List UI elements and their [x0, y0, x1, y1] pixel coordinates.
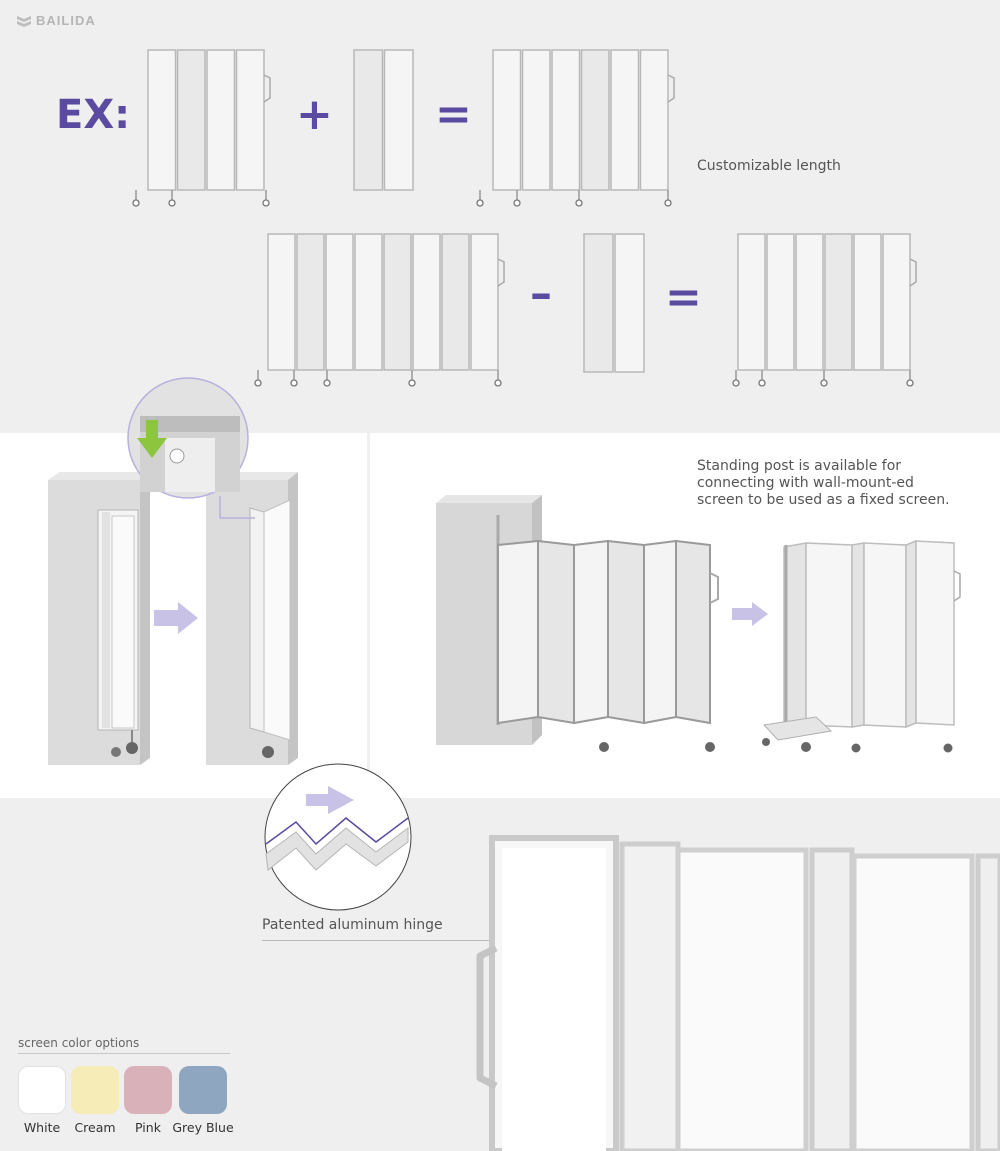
screen-panel: [297, 234, 324, 370]
screen-panel: [796, 234, 823, 370]
screen-6-panel-result: [475, 45, 685, 220]
standing-post-caption: [697, 458, 950, 509]
screen-panel: [552, 50, 580, 190]
screen-panel: [355, 234, 382, 370]
equals-operator-2: =: [665, 272, 702, 323]
section-divider: [367, 433, 370, 798]
swatch-label-pink: Pink: [135, 1120, 161, 1135]
wall-connected-screen: [432, 495, 722, 760]
screen-panel: [883, 234, 910, 370]
right-arrow-icon: [152, 600, 200, 636]
screen-panel: [268, 234, 295, 370]
screen-panel: [148, 50, 176, 190]
screen-2-panel-added: [350, 45, 420, 195]
screen-panel: [676, 541, 710, 723]
screen-panel: [178, 50, 206, 190]
standing-post-caption-line-1: Standing post is available for: [697, 458, 902, 474]
screen-panel: [498, 541, 538, 723]
screen-2-panel-removed: [580, 228, 650, 378]
caster-wheel: [576, 200, 582, 206]
screen-panel: [574, 541, 608, 723]
screen-panel: [384, 234, 411, 370]
caster-wheel: [255, 380, 261, 386]
screen-panel: [825, 234, 852, 370]
screen-panel: [442, 234, 469, 370]
swatch-option-pink[interactable]: [120, 1066, 176, 1135]
caster-wheel: [263, 200, 269, 206]
caster-wheel: [907, 380, 913, 386]
caster-wheel: [944, 744, 953, 753]
standing-post-caption-line-2: connecting with wall-mount-ed: [697, 475, 914, 491]
caster-wheel: [665, 200, 671, 206]
screen-panel: [615, 234, 644, 372]
color-options-title: screen color options: [18, 1036, 140, 1050]
screen-handle: [910, 259, 916, 286]
caster-wheel: [495, 380, 501, 386]
screen-panel: [611, 50, 639, 190]
screen-panel: [644, 541, 676, 723]
screen-panel: [538, 541, 574, 723]
caster-wheel: [324, 380, 330, 386]
caster-wheel: [821, 380, 827, 386]
customizable-length-caption: Customizable length: [697, 158, 841, 174]
minus-operator: –: [530, 268, 552, 319]
screen-panel: [582, 50, 610, 190]
screen-closeup: [466, 828, 1000, 1151]
screen-panel: [852, 543, 864, 727]
swatch-option-cream[interactable]: [67, 1066, 123, 1135]
standing-post-screen: [756, 535, 966, 760]
screen-handle: [668, 75, 674, 102]
example-label: EX:: [56, 92, 131, 138]
swatch-option-white[interactable]: [14, 1066, 70, 1135]
color-options-divider: [18, 1053, 230, 1054]
screen-panel: [493, 50, 521, 190]
screen-panel: [608, 541, 644, 723]
color-swatch-list: [14, 1066, 233, 1135]
standing-post-caption-line-3: screen to be used as a fixed screen.: [697, 492, 950, 508]
screen-handle: [498, 259, 504, 286]
swatch-label-cream: Cream: [74, 1120, 116, 1135]
caster-wheel: [759, 380, 765, 386]
down-arrow-icon: [137, 420, 167, 460]
screen-panel: [354, 50, 383, 190]
equals-operator: =: [435, 89, 472, 140]
caster-wheel: [477, 200, 483, 206]
caster-wheel: [409, 380, 415, 386]
screen-handle: [710, 573, 718, 603]
logo-icon: [16, 15, 32, 27]
screen-6-panel-result-2: [718, 228, 928, 398]
caster-wheel: [733, 380, 739, 386]
caster-wheel: [599, 742, 609, 752]
screen-panel: [767, 234, 794, 370]
hinge-detail-callout: [258, 762, 418, 912]
screen-panel: [738, 234, 765, 370]
screen-panel: [854, 234, 881, 370]
screen-panel: [916, 541, 954, 725]
screen-panel: [413, 234, 440, 370]
screen-8-panel: [252, 228, 512, 398]
screen-panel: [584, 234, 613, 372]
screen-4-panel: [130, 45, 280, 220]
brand-name: BAILIDA: [36, 13, 96, 28]
screen-handle: [954, 571, 960, 601]
hinge-caption: Patented aluminum hinge: [262, 917, 443, 933]
caster-wheel: [169, 200, 175, 206]
caster-wheel: [291, 380, 297, 386]
screen-panel: [864, 543, 906, 727]
caster-wheel: [852, 744, 861, 753]
screen-panel: [237, 50, 265, 190]
caster-wheel: [133, 200, 139, 206]
swatch-pink[interactable]: [124, 1066, 172, 1114]
caster-wheel: [514, 200, 520, 206]
caster-wheel: [705, 742, 715, 752]
screen-panel: [806, 543, 852, 727]
plus-operator: +: [296, 89, 333, 140]
swatch-option-grey-blue[interactable]: [173, 1066, 233, 1135]
swatch-label-grey-blue: Grey Blue: [172, 1120, 234, 1135]
screen-panel: [326, 234, 353, 370]
swatch-cream[interactable]: [71, 1066, 119, 1114]
screen-panel: [207, 50, 235, 190]
screen-handle: [264, 75, 270, 102]
swatch-white[interactable]: [18, 1066, 66, 1114]
screen-panel: [471, 234, 498, 370]
screen-panel: [523, 50, 551, 190]
screen-panel: [906, 541, 916, 727]
screen-panel: [385, 50, 414, 190]
brand-logo: [16, 13, 96, 28]
screen-panel: [641, 50, 669, 190]
swatch-grey-blue[interactable]: [179, 1066, 227, 1114]
swatch-label-white: White: [23, 1120, 61, 1135]
